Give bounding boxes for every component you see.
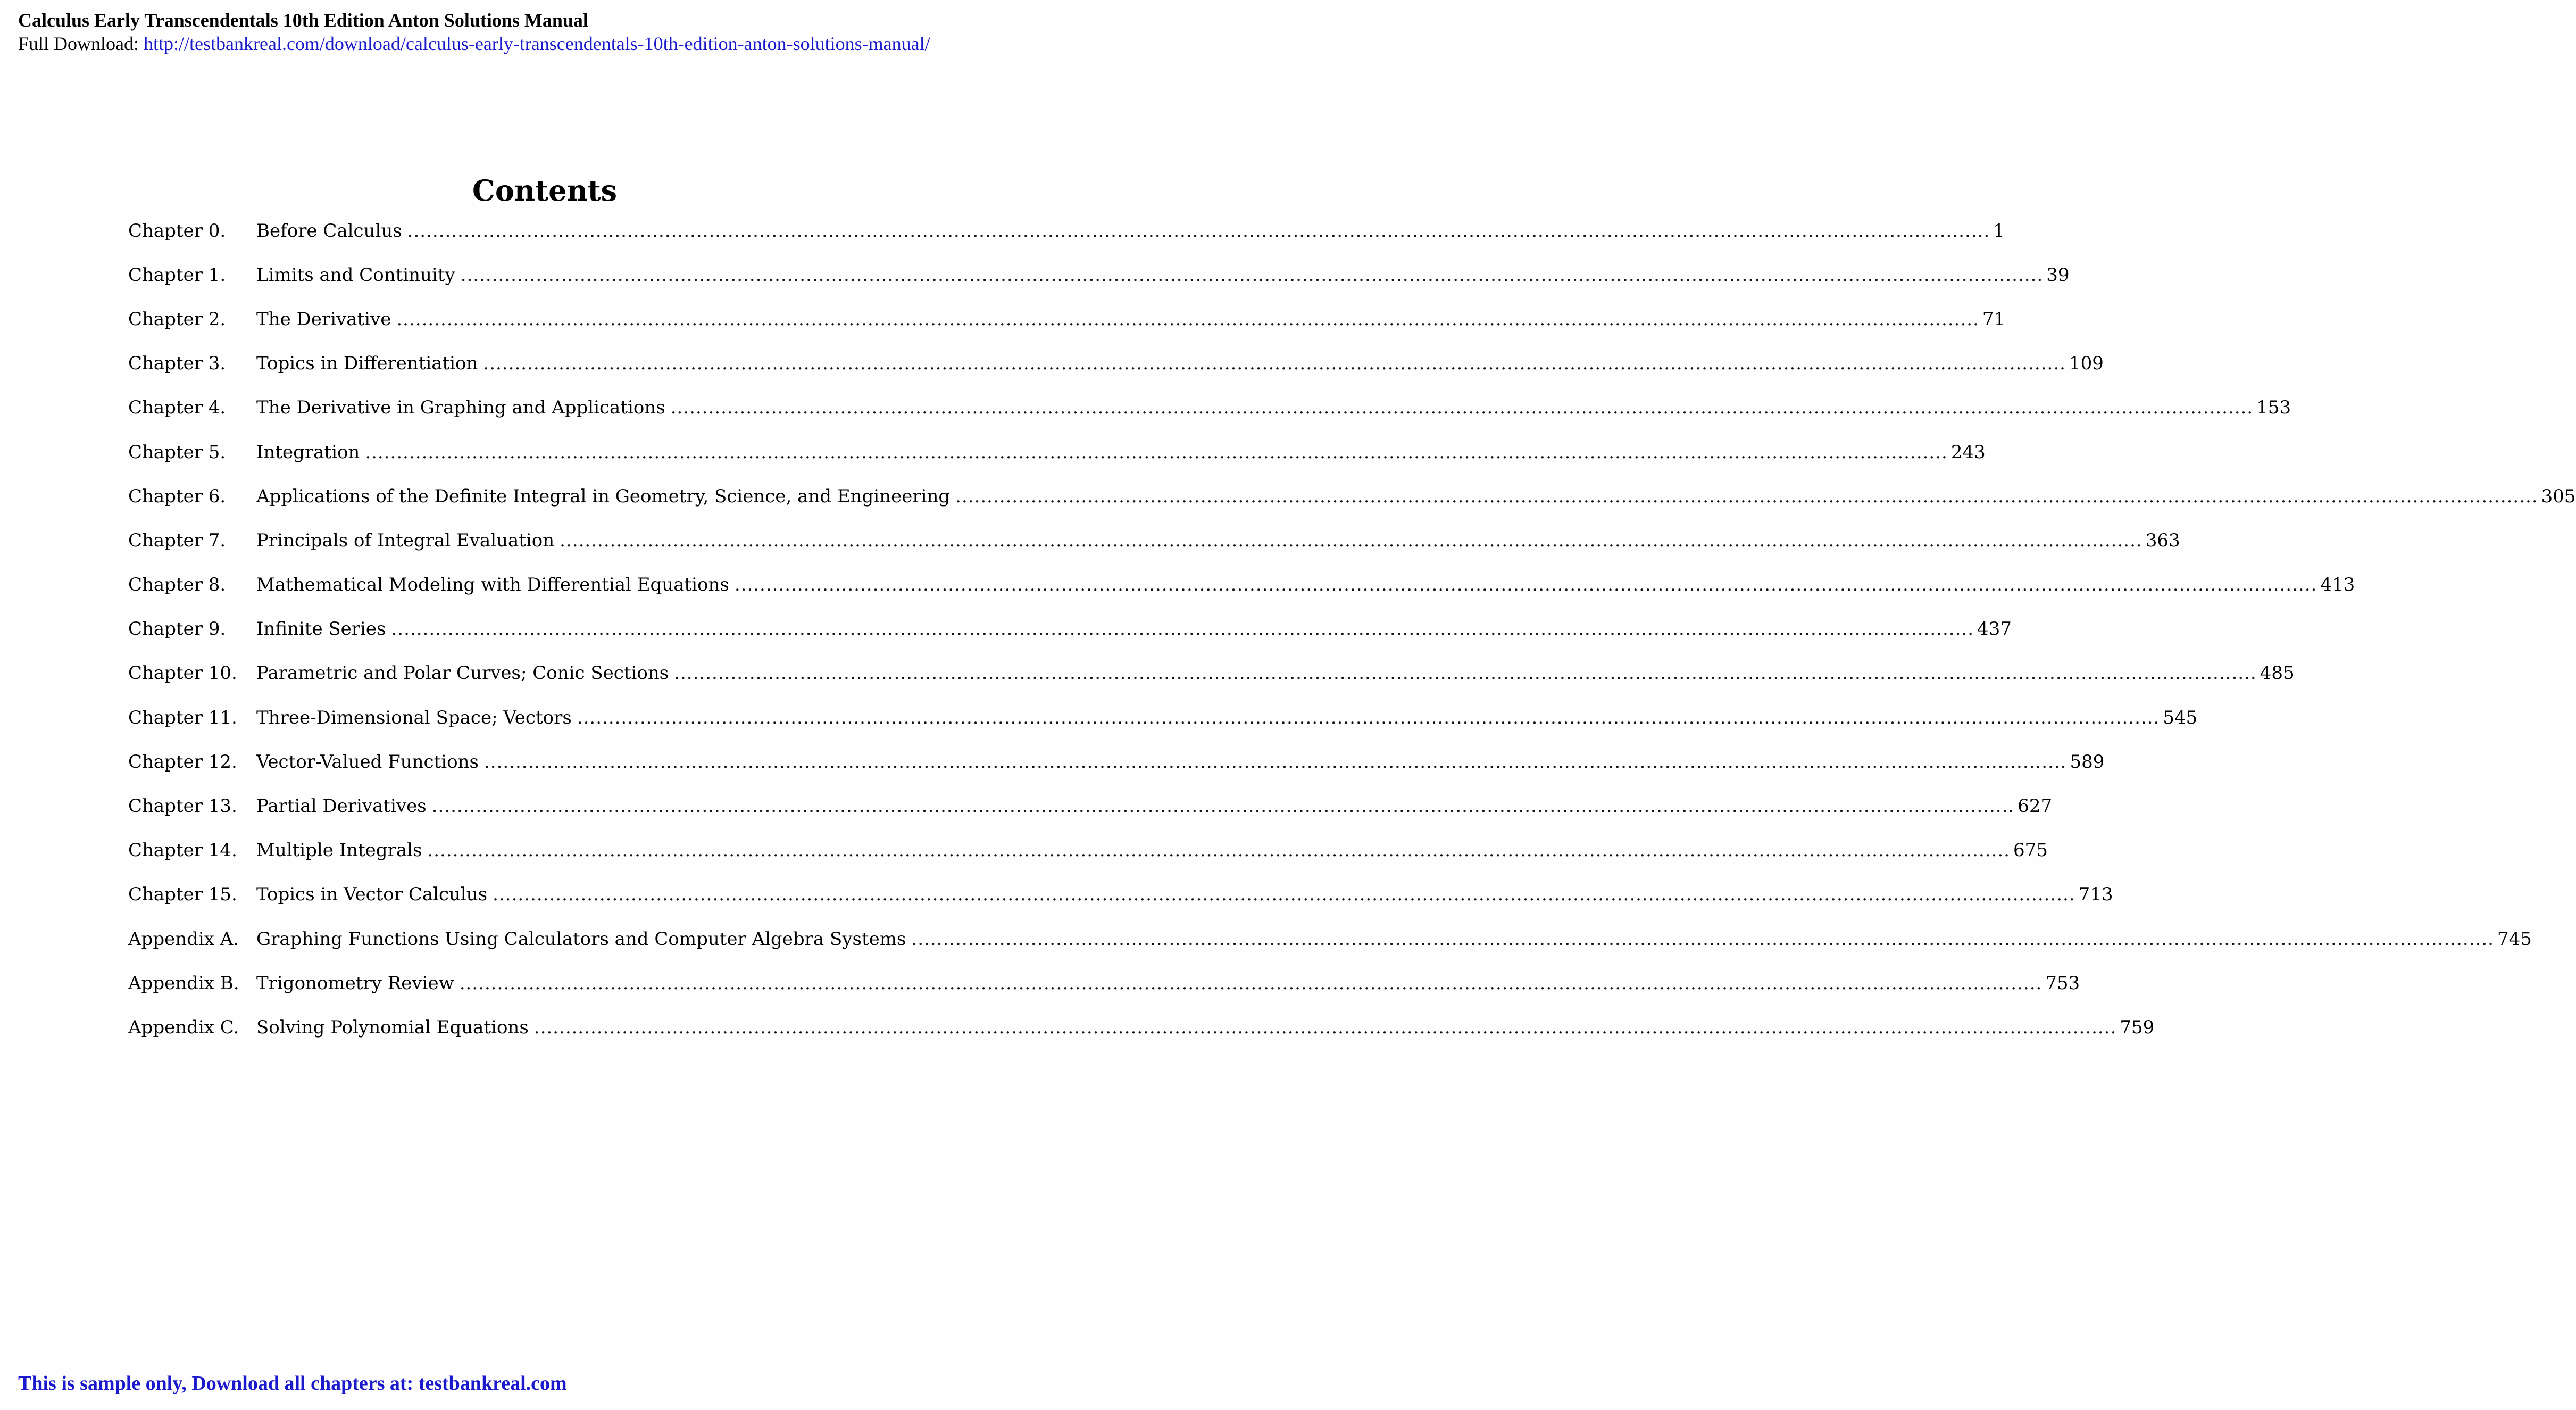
toc-entry-title: The Derivative in Graphing and Applications xyxy=(256,397,665,419)
toc-entry-title: Mathematical Modeling with Differential Equations xyxy=(256,574,729,596)
toc-entry-title: Solving Polynomial Equations xyxy=(256,1016,529,1038)
toc-entry-line xyxy=(256,884,2113,905)
toc-entry-label: Chapter 10. xyxy=(128,662,237,684)
toc-entry-label: Chapter 2. xyxy=(128,308,226,330)
dot-leader xyxy=(577,707,2160,728)
dot-leader xyxy=(493,884,2075,905)
toc-entry[interactable] xyxy=(128,651,2295,695)
toc-entry-page: 713 xyxy=(2078,884,2113,906)
toc-entry[interactable] xyxy=(128,518,2180,562)
toc-entry-label: Appendix A. xyxy=(128,928,239,950)
toc-entry-label: Chapter 8. xyxy=(128,574,226,596)
download-link[interactable]: http://testbankreal.com/download/calculus-early-transcendentals-10th-edition-anton-solutions-manual/ xyxy=(144,33,930,54)
toc-entry-page: 413 xyxy=(2320,574,2355,596)
dot-leader xyxy=(427,840,2010,861)
dot-leader xyxy=(735,574,2317,595)
download-line xyxy=(18,32,930,55)
toc-entry-label: Chapter 15. xyxy=(128,884,237,906)
toc-entry-label: Chapter 12. xyxy=(128,751,237,773)
toc-entry[interactable] xyxy=(128,740,2105,784)
toc-entry[interactable] xyxy=(128,342,2104,386)
toc-entry-title: Infinite Series xyxy=(256,618,386,640)
toc-entry-label: Chapter 3. xyxy=(128,353,226,375)
toc-entry[interactable] xyxy=(128,873,2113,917)
toc-entry-page: 305 xyxy=(2541,485,2576,507)
toc-entry-label: Appendix B. xyxy=(128,972,239,994)
toc-entry-page: 485 xyxy=(2260,662,2295,684)
contents-heading: Contents xyxy=(472,173,618,208)
toc-entry-page: 153 xyxy=(2256,397,2291,419)
toc-entry-title: Trigonometry Review xyxy=(256,972,454,994)
document-header xyxy=(18,9,930,55)
dot-leader xyxy=(484,751,2067,773)
dot-leader xyxy=(911,928,2494,950)
toc-entry-line xyxy=(256,353,2104,374)
toc-entry[interactable] xyxy=(128,430,1986,474)
dot-leader xyxy=(391,618,1974,640)
toc-entry-line xyxy=(256,618,2012,640)
toc-entry-page: 71 xyxy=(1982,308,2006,330)
toc-entry-page: 545 xyxy=(2163,707,2198,728)
toc-entry-title: Integration xyxy=(256,441,360,463)
toc-entry-line xyxy=(256,486,2576,507)
toc-entry-line xyxy=(256,973,2080,994)
toc-entry-label: Chapter 4. xyxy=(128,397,226,419)
toc-entry[interactable] xyxy=(128,828,2048,873)
table-of-contents xyxy=(128,209,2576,1050)
toc-entry-title: Topics in Differentiation xyxy=(256,353,478,375)
toc-entry-title: Before Calculus xyxy=(256,220,402,242)
toc-entry-page: 437 xyxy=(1977,618,2012,640)
toc-entry-line xyxy=(256,662,2295,684)
toc-entry-page: 109 xyxy=(2069,353,2104,375)
toc-entry[interactable] xyxy=(128,563,2355,607)
dot-leader xyxy=(483,353,2066,374)
toc-entry-line xyxy=(256,397,2291,418)
toc-entry-title: Multiple Integrals xyxy=(256,840,422,861)
toc-entry-label: Chapter 14. xyxy=(128,840,237,861)
toc-entry-page: 363 xyxy=(2145,529,2180,551)
dot-leader xyxy=(461,264,2044,286)
toc-entry-line xyxy=(256,707,2197,728)
dot-leader xyxy=(396,309,1979,330)
toc-entry-title: Graphing Functions Using Calculators and Computer Algebra Systems xyxy=(256,928,906,950)
toc-entry-title: Vector-Valued Functions xyxy=(256,751,479,773)
toc-entry-title: Limits and Continuity xyxy=(256,264,455,286)
dot-leader xyxy=(365,442,1948,463)
toc-entry-line xyxy=(256,220,2005,242)
toc-entry-label: Chapter 9. xyxy=(128,618,226,640)
toc-entry-line xyxy=(256,442,1986,463)
dot-leader xyxy=(407,220,1990,242)
toc-entry-page: 589 xyxy=(2070,751,2105,773)
toc-entry[interactable] xyxy=(128,297,2006,341)
dot-leader xyxy=(534,1017,2117,1038)
toc-entry-line xyxy=(256,309,2005,330)
toc-entry-page: 39 xyxy=(2046,264,2070,286)
toc-entry-title: Principals of Integral Evaluation xyxy=(256,529,555,551)
toc-entry-line xyxy=(256,928,2532,950)
toc-entry-line xyxy=(256,840,2048,861)
toc-entry-title: Applications of the Definite Integral in Geometry, Science, and Engineering xyxy=(256,485,951,507)
toc-entry-page: 753 xyxy=(2045,972,2080,994)
toc-entry-line xyxy=(256,530,2180,551)
toc-entry[interactable] xyxy=(128,386,2291,430)
toc-entry-label: Appendix C. xyxy=(128,1016,239,1038)
dot-leader xyxy=(674,662,2257,684)
dot-leader xyxy=(955,486,2538,507)
toc-entry[interactable] xyxy=(128,1005,2155,1049)
toc-entry[interactable] xyxy=(128,961,2080,1005)
toc-entry-page: 675 xyxy=(2013,840,2048,861)
toc-entry-line xyxy=(256,574,2355,595)
toc-entry-label: Chapter 13. xyxy=(128,795,237,817)
dot-leader xyxy=(671,397,2254,418)
toc-entry[interactable] xyxy=(128,695,2198,740)
toc-entry-page: 745 xyxy=(2497,928,2532,950)
toc-entry[interactable] xyxy=(128,209,2005,253)
download-prefix: Full Download: xyxy=(18,33,139,54)
dot-leader xyxy=(560,530,2143,551)
toc-entry-line xyxy=(256,795,2052,817)
toc-entry-page: 1 xyxy=(1993,220,2005,242)
dot-leader xyxy=(460,973,2043,994)
document-title: Calculus Early Transcendentals 10th Edition Anton Solutions Manual xyxy=(18,10,588,31)
toc-entry-title: The Derivative xyxy=(256,308,391,330)
toc-entry[interactable] xyxy=(128,917,2532,961)
toc-entry[interactable] xyxy=(128,607,2012,651)
toc-entry-label: Chapter 7. xyxy=(128,529,226,551)
toc-entry-line xyxy=(256,264,2069,286)
toc-entry-label: Chapter 1. xyxy=(128,264,226,286)
toc-entry-title: Topics in Vector Calculus xyxy=(256,884,488,906)
toc-entry-label: Chapter 5. xyxy=(128,441,226,463)
toc-entry-line xyxy=(256,1017,2154,1038)
toc-entry-line xyxy=(256,751,2104,773)
toc-entry-page: 243 xyxy=(1950,441,1986,463)
toc-entry-title: Partial Derivatives xyxy=(256,795,427,817)
toc-entry-title: Three-Dimensional Space; Vectors xyxy=(256,707,572,728)
toc-entry-page: 759 xyxy=(2120,1016,2155,1038)
toc-entry-label: Chapter 11. xyxy=(128,707,237,728)
toc-entry-title: Parametric and Polar Curves; Conic Sections xyxy=(256,662,669,684)
dot-leader xyxy=(432,795,2015,817)
toc-entry-label: Chapter 6. xyxy=(128,485,226,507)
toc-entry[interactable] xyxy=(128,784,2053,828)
toc-entry-label: Chapter 0. xyxy=(128,220,226,242)
toc-entry-page: 627 xyxy=(2018,795,2053,817)
toc-entry[interactable] xyxy=(128,253,2070,297)
footer-notice[interactable]: This is sample only, Download all chapters at: testbankreal.com xyxy=(18,1372,567,1395)
toc-entry[interactable] xyxy=(128,474,2576,518)
